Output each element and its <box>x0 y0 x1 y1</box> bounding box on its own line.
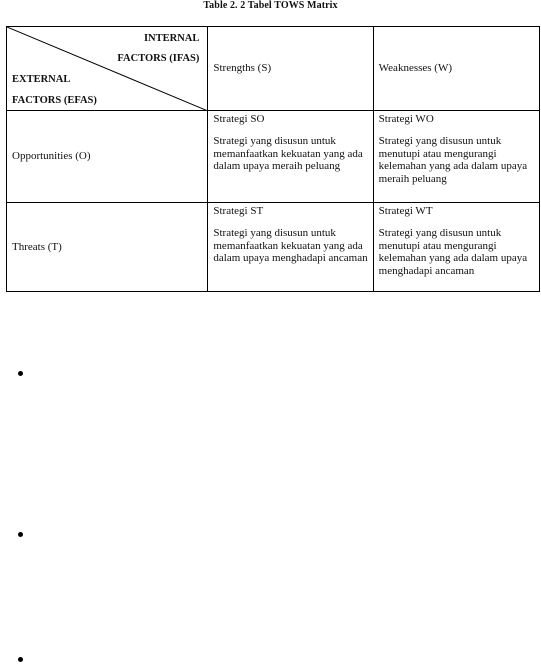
external-label-line2: FACTORS (EFAS) <box>12 95 97 106</box>
strategy-wo-title: Strategi WO <box>378 113 434 125</box>
table-row-threats <box>7 203 540 292</box>
strategy-st-cell <box>208 203 373 292</box>
strategy-so-description: Strategi yang disusun untuk memanfaatkan kekuatan yang ada dalam upaya meraih peluang <box>213 135 363 172</box>
threats-label-cell: Threats (T) <box>7 203 208 292</box>
external-factors-label <box>12 69 97 111</box>
table-caption: Table 2. 2 Tabel TOWS Matrix <box>203 0 338 11</box>
tows-matrix-table <box>6 26 540 292</box>
table-row-opportunities <box>7 111 540 203</box>
internal-factors-label <box>117 29 199 69</box>
external-label-line1: EXTERNAL <box>12 74 71 85</box>
strategy-wo-cell <box>373 111 539 203</box>
internal-label-line2: FACTORS (IFAS) <box>117 53 200 64</box>
opportunities-label-cell: Opportunities (O) <box>7 111 208 203</box>
corner-header-cell <box>7 27 208 111</box>
strategy-wt-title: Strategi WT <box>378 205 433 217</box>
strategy-st-title: Strategi ST <box>213 205 264 217</box>
table-header-row <box>7 27 540 111</box>
strengths-header-cell: Strengths (S) <box>208 27 373 111</box>
strategy-wo-description: Strategi yang disusun untuk menutupi atau mengurangi kelemahan yang ada dalam upaya meraih peluang <box>378 135 528 185</box>
bullet-icon <box>18 371 23 376</box>
internal-label-line1: INTERNAL <box>143 33 200 44</box>
strategy-so-title: Strategi SO <box>213 113 265 125</box>
strategy-st-description: Strategi yang disusun untuk memanfaatkan kekuatan yang ada dalam upaya menghadapi ancaman <box>213 227 368 264</box>
bullet-icon <box>18 532 23 537</box>
strategy-wt-cell <box>373 203 539 292</box>
weaknesses-header-cell: Weaknesses (W) <box>373 27 539 111</box>
bullet-icon <box>18 657 23 662</box>
strategy-so-cell <box>208 111 373 203</box>
strategy-wt-description: Strategi yang disusun untuk menutupi atau mengurangi kelemahan yang ada dalam upaya menghadapi ancaman <box>378 227 528 277</box>
